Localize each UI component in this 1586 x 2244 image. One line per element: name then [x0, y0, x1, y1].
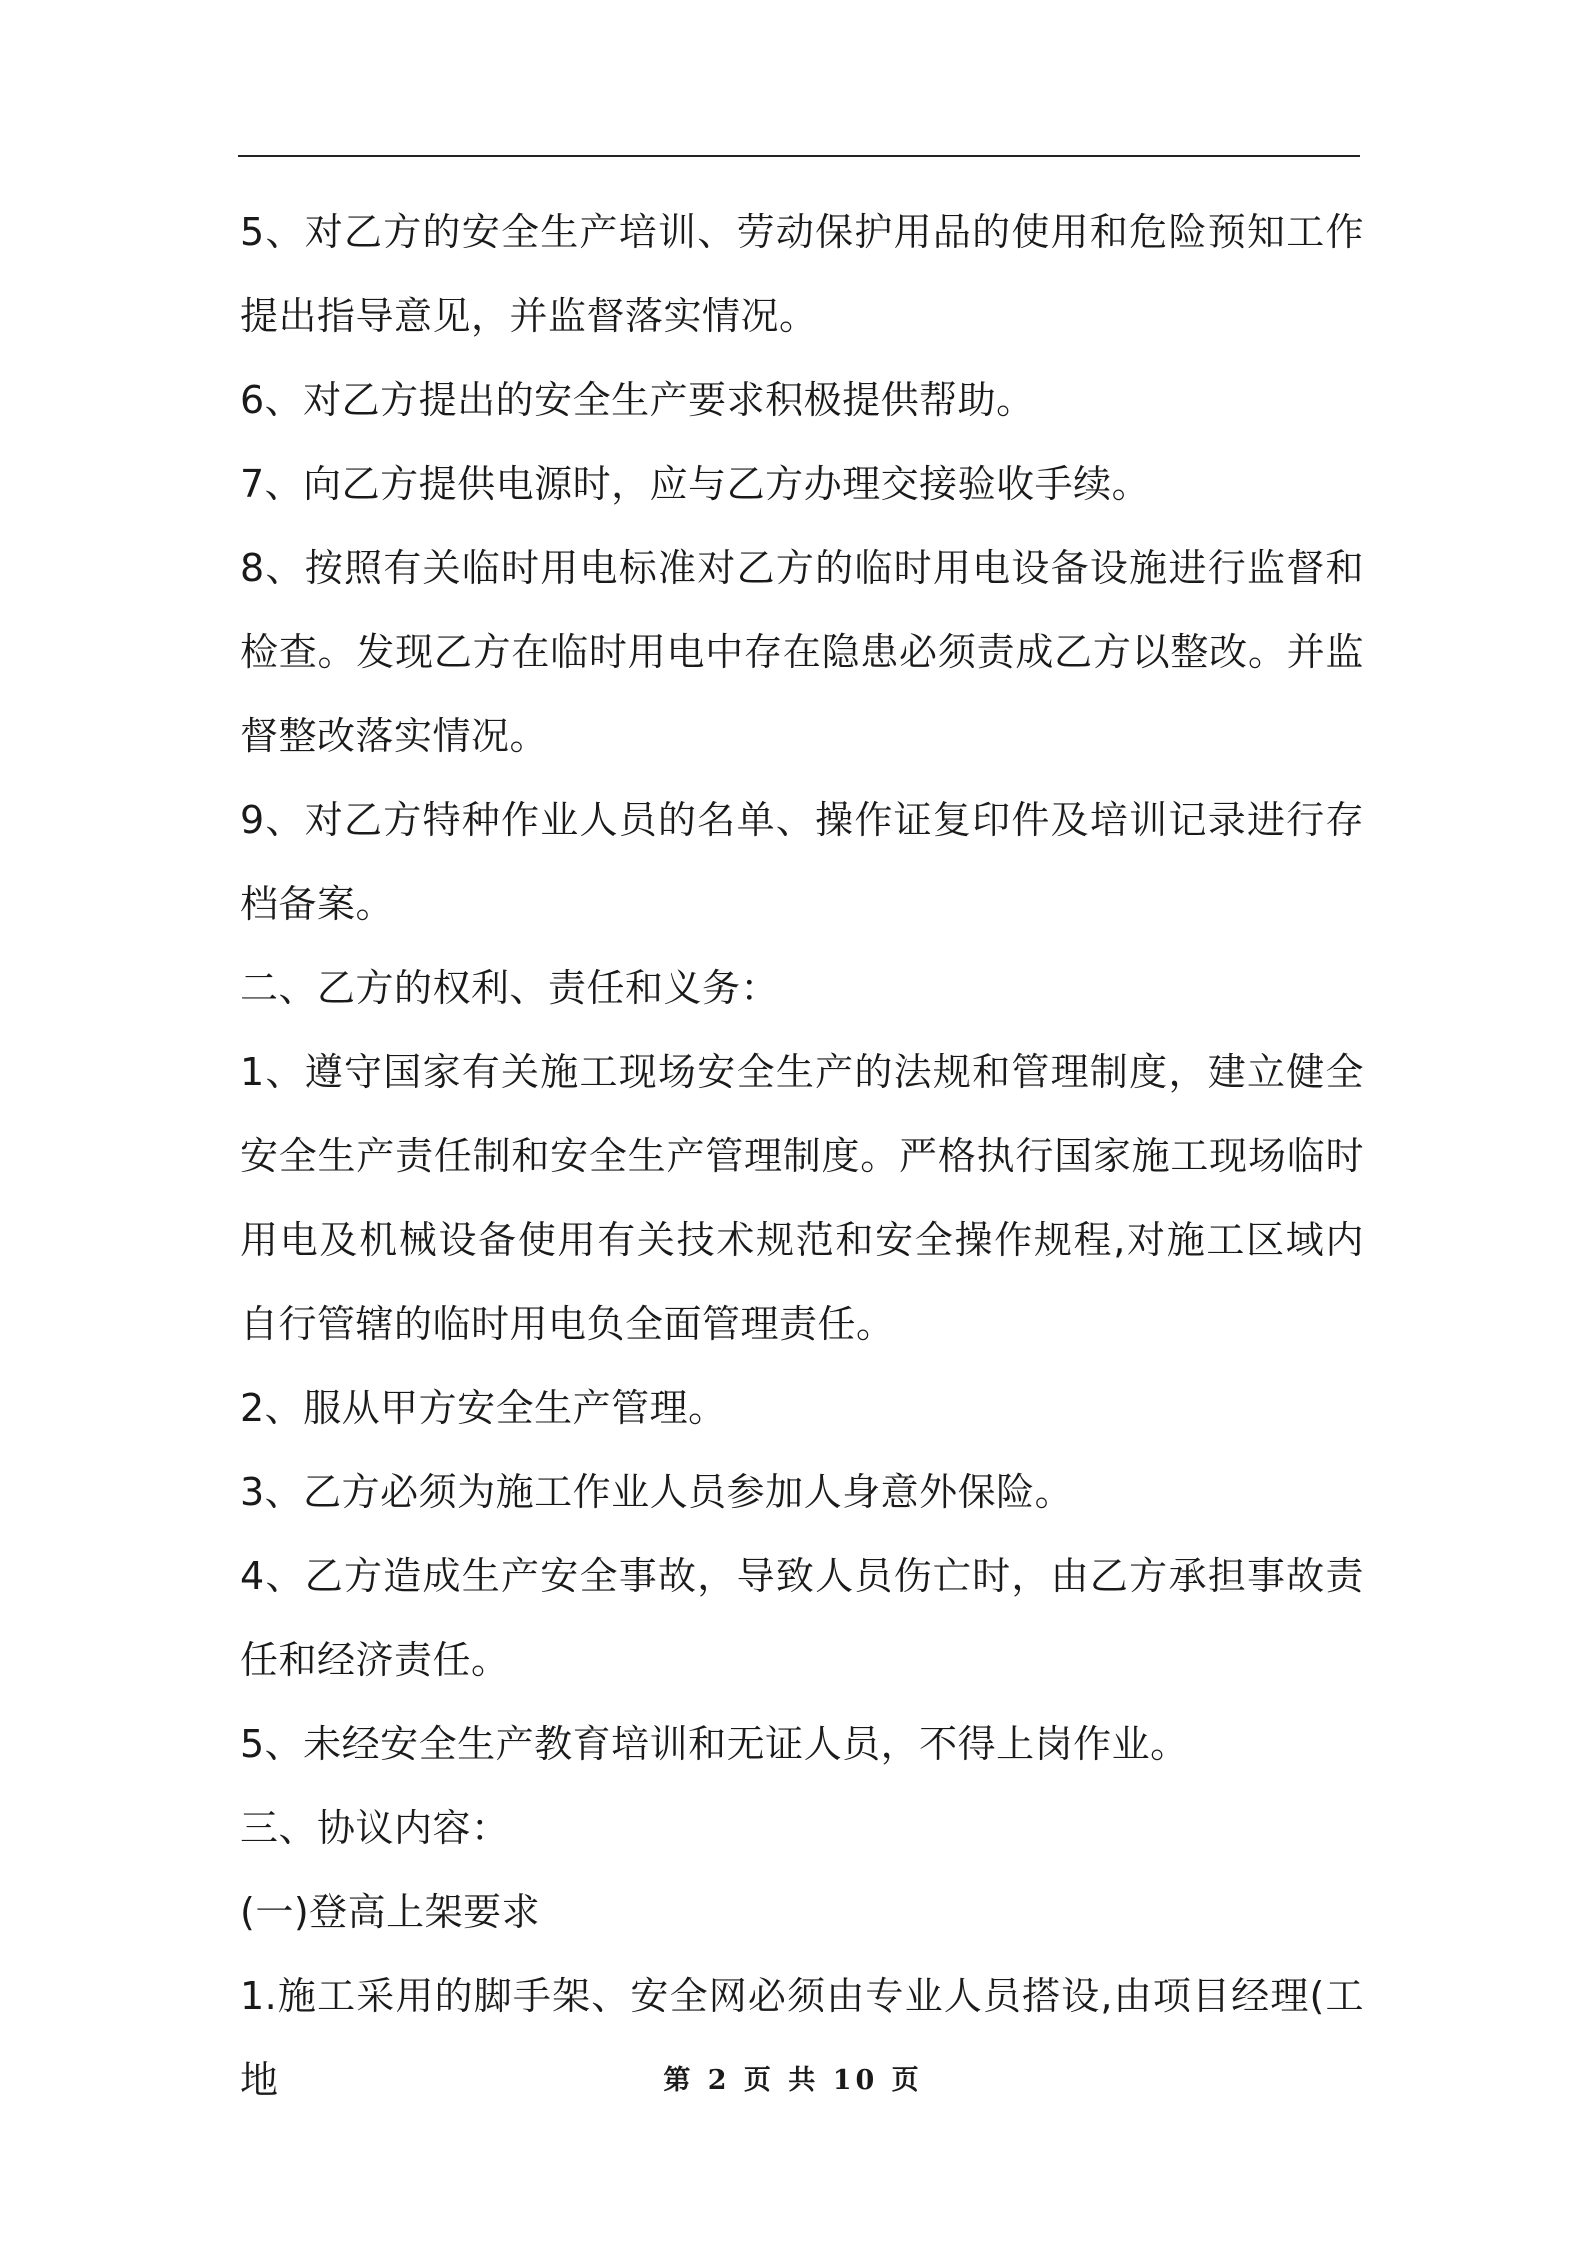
paragraph: 5、对乙方的安全生产培训、劳动保护用品的使用和危险预知工作提出指导意见，并监督落实情况。 [240, 210, 1364, 338]
paragraph: 9、对乙方特种作业人员的名单、操作证复印件及培训记录进行存档备案。 [240, 798, 1364, 926]
paragraph: 1、遵守国家有关施工现场安全生产的法规和管理制度，建立健全安全生产责任制和安全生产管理制度。严格执行国家施工现场临时用电及机械设备使用有关技术规范和安全操作规程,对施工区域内自行管辖的临时用电负全面管理责任。 [240, 1050, 1364, 1346]
page-number-footer: 第 2 页 共 10 页 [663, 2065, 923, 2096]
paragraph: 8、按照有关临时用电标准对乙方的临时用电设备设施进行监督和检查。发现乙方在临时用电中存在隐患必须责成乙方以整改。并监督整改落实情况。 [240, 546, 1364, 758]
section-heading: 二、乙方的权利、责任和义务： [240, 966, 780, 1010]
subsection-heading: (一)登高上架要求 [240, 1890, 541, 1934]
paragraph: 3、乙方必须为施工作业人员参加人身意外保险。 [240, 1470, 1074, 1514]
paragraph: 6、对乙方提出的安全生产要求积极提供帮助。 [240, 378, 1035, 422]
document-body [240, 190, 1364, 2122]
paragraph: 2、服从甲方安全生产管理。 [240, 1386, 727, 1430]
paragraph: 5、未经安全生产教育培训和无证人员，不得上岗作业。 [240, 1722, 1189, 1766]
paragraph: 1.施工采用的脚手架、安全网必须由专业人员搭设,由项目经理(工地 [240, 1974, 1364, 2102]
paragraph: 4、乙方造成生产安全事故，导致人员伤亡时，由乙方承担事故责任和经济责任。 [240, 1554, 1364, 1682]
paragraph: 7、向乙方提供电源时，应与乙方办理交接验收手续。 [240, 462, 1151, 506]
header-rule [238, 155, 1360, 157]
section-heading: 三、协议内容： [240, 1806, 510, 1850]
